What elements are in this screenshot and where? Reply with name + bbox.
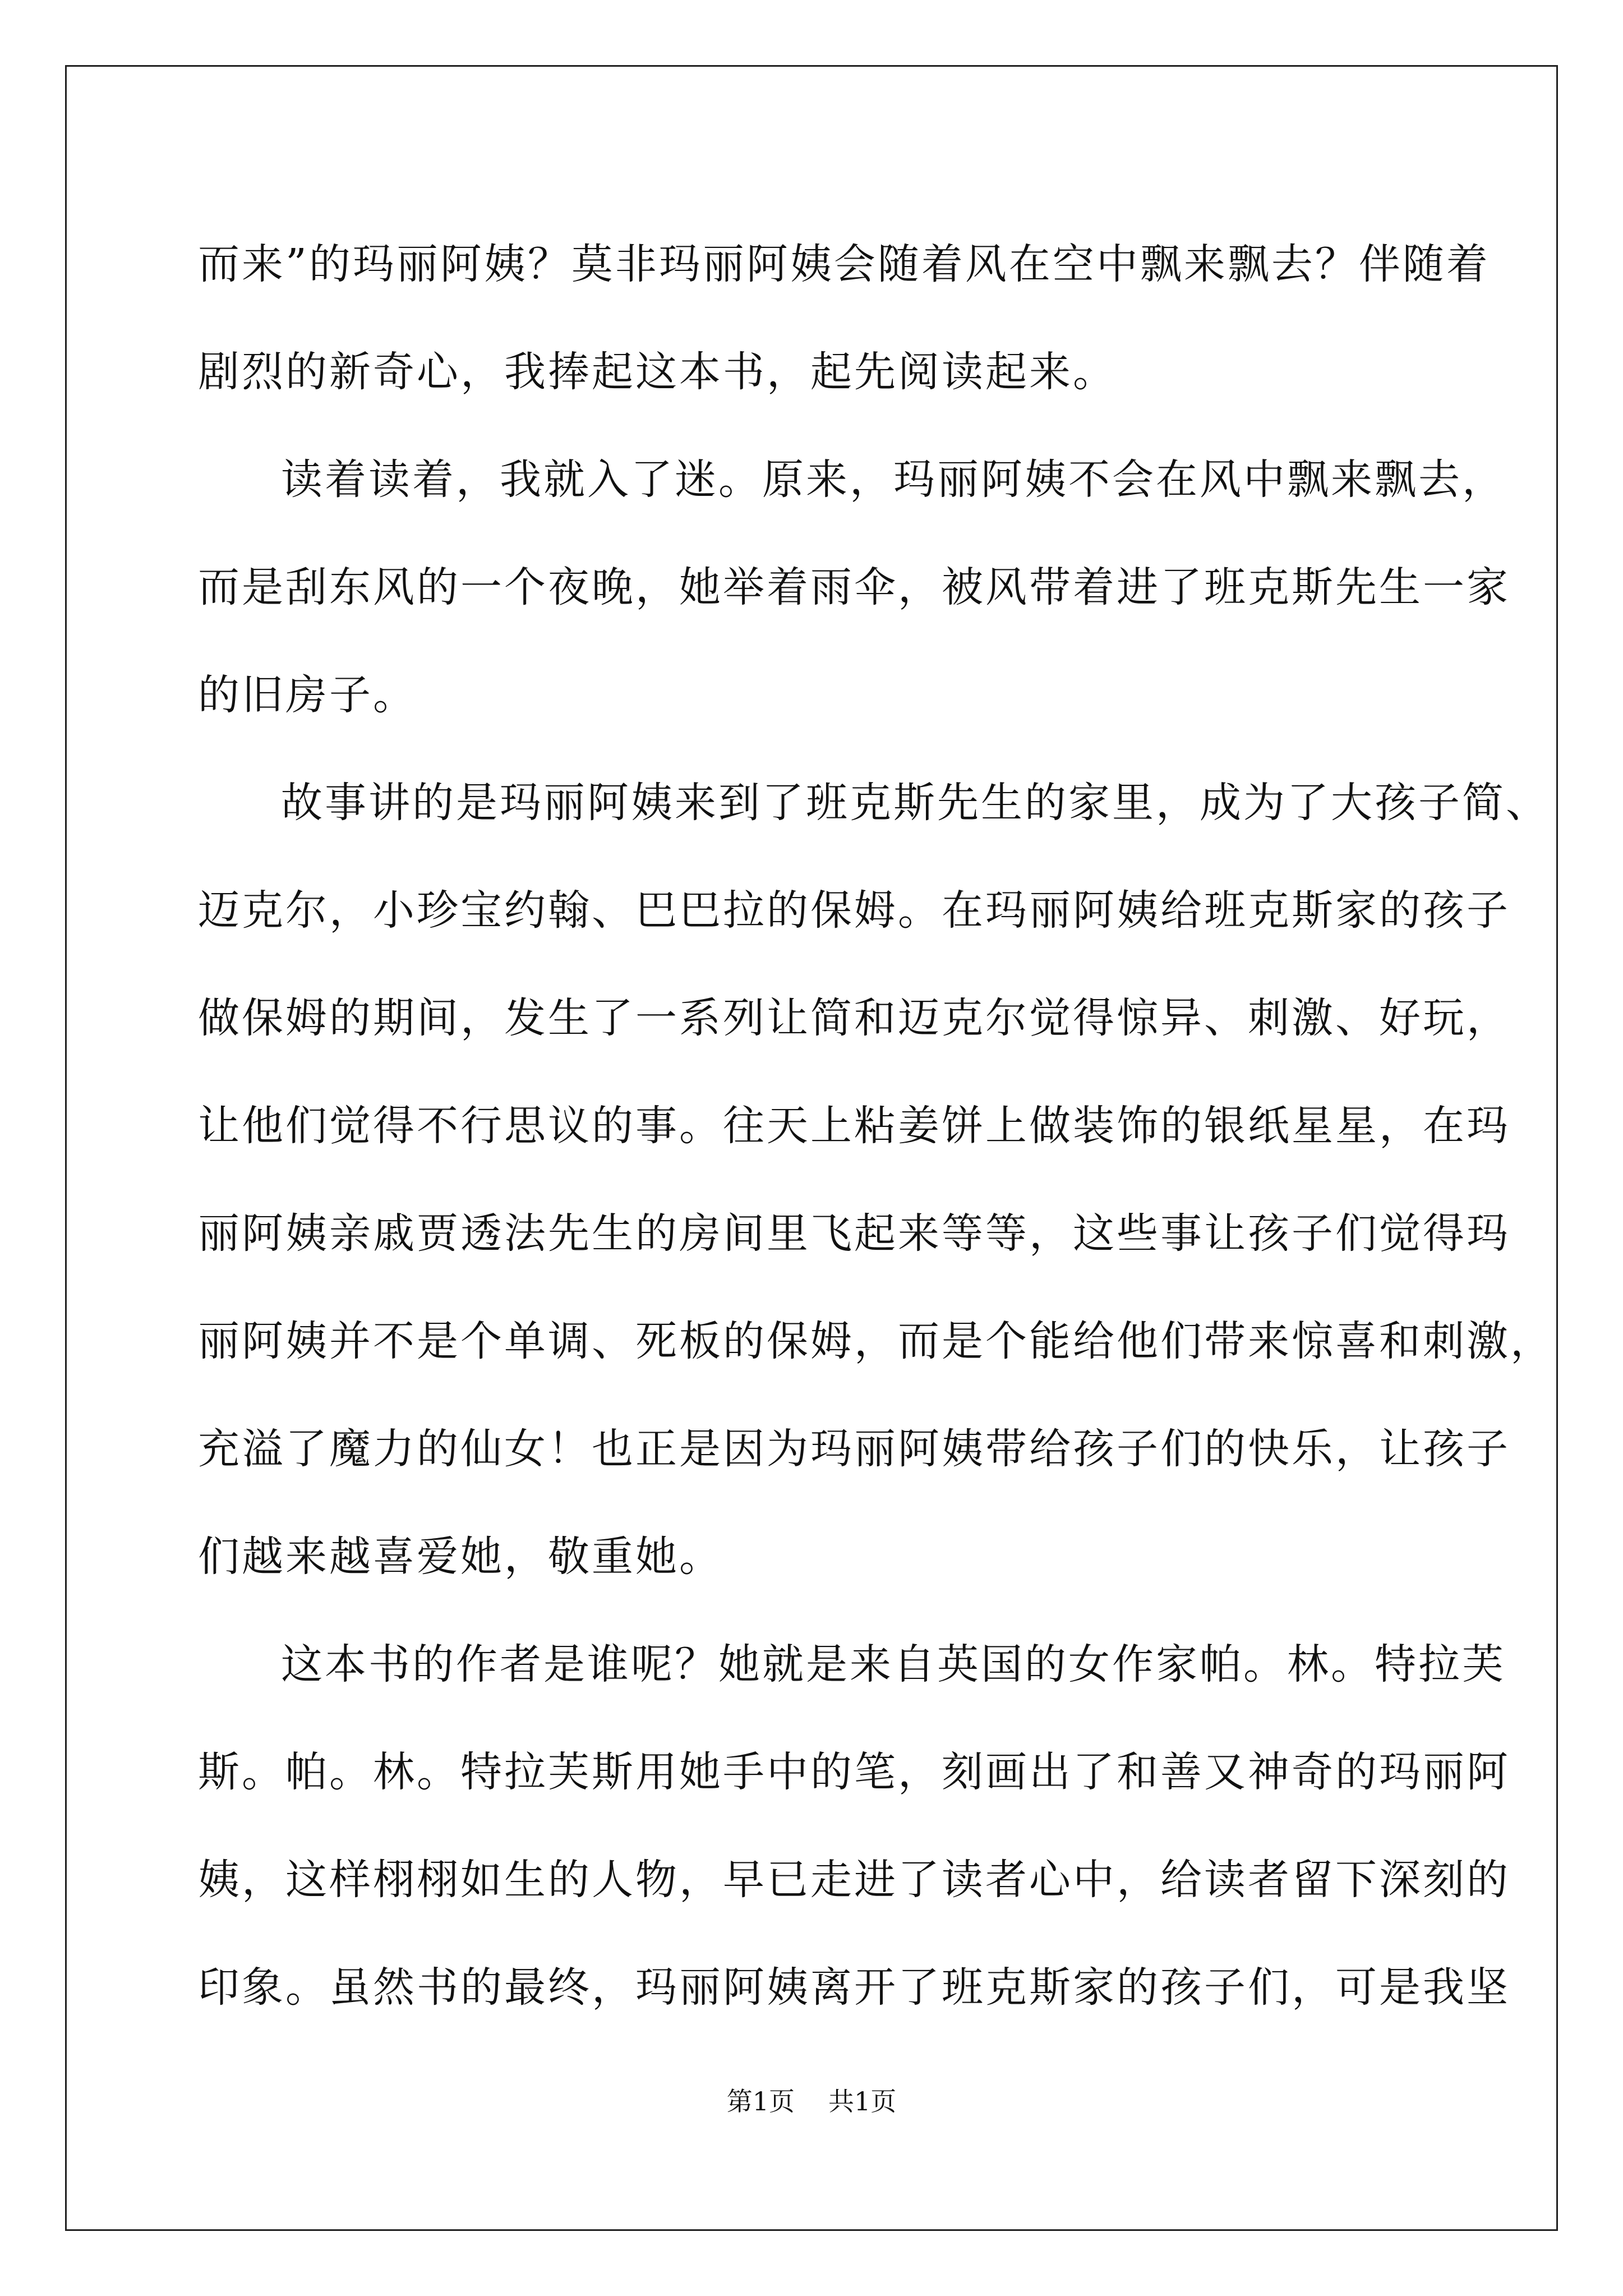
text-line: 而来”的玛丽阿姨？莫非玛丽阿姨会随着风在空中飘来飘去？伴随着 [198, 240, 1490, 288]
page-number: 第1页 [726, 2086, 795, 2116]
text-line: 的旧房子。 [198, 671, 417, 719]
page-total: 共1页 [828, 2086, 897, 2116]
text-line: 斯。帕。林。特拉芙斯用她手中的笔，刻画出了和善又神奇的玛丽阿 [198, 1748, 1510, 1796]
text-line: 印象。虽然书的最终，玛丽阿姨离开了班克斯家的孩子们，可是我坚 [198, 1963, 1510, 2012]
text-line: 充溢了魔力的仙女！也正是因为玛丽阿姨带给孩子们的快乐，让孩子 [198, 1425, 1510, 1473]
text-line: 们越来越喜爱她，敬重她。 [198, 1533, 723, 1581]
document-body [198, 210, 1554, 2041]
text-line: 而是刮东风的一个夜晚，她举着雨伞，被风带着进了班克斯先生一家 [198, 563, 1510, 611]
text-line: 让他们觉得不行思议的事。往天上粘姜饼上做装饰的银纸星星，在玛 [198, 1102, 1510, 1150]
text-line: 迈克尔，小珍宝约翰、巴巴拉的保姆。在玛丽阿姨给班克斯家的孩子 [198, 886, 1510, 935]
paragraph-start-line: 这本书的作者是谁呢？她就是来自英国的女作家帕。林。特拉芙 [281, 1640, 1506, 1688]
text-line: 做保姆的期间，发生了一系列让简和迈克尔觉得惊异、刺激、好玩， [198, 994, 1510, 1042]
paragraph-start-line: 故事讲的是玛丽阿姨来到了班克斯先生的家里，成为了大孩子简、 [281, 779, 1550, 827]
text-line: 姨，这样栩栩如生的人物，早已走进了读者心中，给读者留下深刻的 [198, 1856, 1510, 1904]
text-line: 丽阿姨并不是个单调、死板的保姆，而是个能给他们带来惊喜和刺激， [198, 1317, 1554, 1365]
paragraph-start-line: 读着读着，我就入了迷。原来，玛丽阿姨不会在风中飘来飘去， [281, 455, 1506, 504]
text-line: 剧烈的新奇心，我捧起这本书，起先阅读起来。 [198, 348, 1117, 396]
text-line: 丽阿姨亲戚贾透法先生的房间里飞起来等等，这些事让孩子们觉得玛 [198, 1209, 1510, 1258]
page-footer [0, 2081, 1623, 2118]
